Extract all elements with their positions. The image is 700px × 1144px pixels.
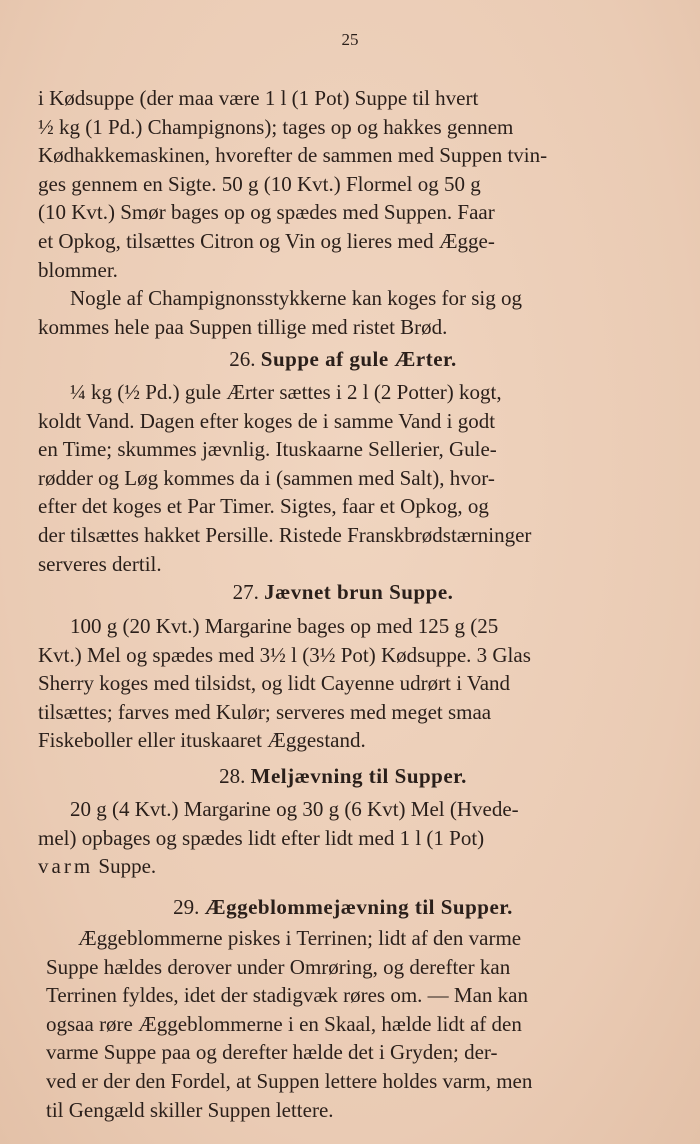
recipe-title: Meljævning til Supper. bbox=[250, 764, 467, 788]
intro-paragraph-2 bbox=[38, 284, 648, 341]
text-line: Æggeblommerne piskes i Terrinen; lidt af den varme bbox=[78, 926, 522, 950]
text-line: ¼ kg (½ Pd.) gule Ærter sættes i 2 l (2 Potter) kogt, bbox=[70, 380, 502, 404]
recipe-number: 29. bbox=[173, 895, 200, 919]
text-line: koldt Vand. Dagen efter koges de i samme Vand i godt bbox=[38, 408, 496, 433]
recipe-title: Æggeblommejævning til Supper. bbox=[204, 895, 513, 919]
recipe-number: 26. bbox=[229, 347, 256, 371]
recipe-title: Suppe af gule Ærter. bbox=[260, 347, 457, 371]
text-line: ved er der den Fordel, at Suppen lettere holdes varm, men bbox=[46, 1068, 533, 1093]
text-line: kommes hele paa Suppen tillige med ristet Brød. bbox=[38, 314, 448, 339]
text-line: ogsaa røre Æggeblommerne i en Skaal, hælde lidt af den bbox=[46, 1011, 522, 1036]
page-number: 25 bbox=[341, 30, 359, 49]
intro-text bbox=[38, 84, 648, 341]
recipe-heading-27 bbox=[38, 578, 648, 606]
spaced-word: varm bbox=[38, 854, 94, 879]
recipe-body-28 bbox=[38, 795, 648, 881]
recipe-heading-29 bbox=[38, 893, 648, 921]
text-line: ½ kg (1 Pd.) Champignons); tages op og hakkes gennem bbox=[38, 114, 514, 139]
text-line: Kødhakkemaskinen, hvorefter de sammen med Suppen tvin- bbox=[38, 143, 548, 168]
text-line: i Kødsuppe (der maa være 1 l (1 Pot) Suppe til hvert bbox=[38, 86, 479, 110]
recipe-number: 27. bbox=[232, 580, 259, 604]
text-line: Sherry koges med tilsidst, og lidt Cayenne udrørt i Vand bbox=[38, 671, 511, 696]
recipe-heading-28 bbox=[38, 762, 648, 790]
text-line: tilsættes; farves med Kulør; serveres med meget smaa bbox=[38, 699, 492, 724]
text-line: varme Suppe paa og derefter hælde det i Gryden; der- bbox=[46, 1040, 498, 1065]
text-line: Nogle af Champignonsstykkerne kan koges for sig og bbox=[70, 286, 523, 311]
text-line: Fiskeboller eller ituskaaret Æggestand. bbox=[38, 728, 366, 753]
text-line: (10 Kvt.) Smør bages op og spædes med Suppen. Faar bbox=[38, 200, 495, 225]
recipe-body-26 bbox=[38, 378, 648, 578]
text-line: Terrinen fyldes, idet der stadigvæk røres om. — Man kan bbox=[46, 983, 528, 1008]
text-line: 100 g (20 Kvt.) Margarine bages op med 125 g (25 bbox=[70, 614, 499, 638]
text-line: blommer. bbox=[38, 257, 118, 282]
text-line: Kvt.) Mel og spædes med 3½ l (3½ Pot) Kødsuppe. 3 Glas bbox=[38, 642, 531, 667]
text-line: ges gennem en Sigte. 50 g (10 Kvt.) Flormel og 50 g bbox=[38, 171, 481, 196]
text-line: 20 g (4 Kvt.) Margarine og 30 g (6 Kvt) Mel (Hvede- bbox=[70, 797, 519, 821]
text-line: til Gengæld skiller Suppen lettere. bbox=[46, 1097, 334, 1122]
text-line: en Time; skummes jævnlig. Ituskaarne Sellerier, Gule- bbox=[38, 437, 497, 462]
text-line: serveres dertil. bbox=[38, 551, 162, 576]
text-line: Suppe hældes derover under Omrøring, og derefter kan bbox=[46, 954, 511, 979]
recipe-heading-26 bbox=[38, 345, 648, 373]
text-line bbox=[38, 852, 648, 881]
recipe-title: Jævnet brun Suppe. bbox=[264, 580, 454, 604]
text-fragment: Suppe. bbox=[93, 854, 157, 879]
text-line: rødder og Løg kommes da i (sammen med Salt), hvor- bbox=[38, 465, 495, 490]
text-line: efter det koges et Par Timer. Sigtes, faar et Opkog, og bbox=[38, 494, 489, 519]
text-line: der tilsættes hakket Persille. Ristede Franskbrødstærninger bbox=[38, 522, 532, 547]
text-line: et Opkog, tilsættes Citron og Vin og lieres med Ægge- bbox=[38, 228, 495, 253]
recipe-number: 28. bbox=[219, 764, 246, 788]
intro-paragraph bbox=[38, 84, 648, 284]
text-line: mel) opbages og spædes lidt efter lidt med 1 l (1 Pot) bbox=[38, 825, 485, 850]
recipe-body-27 bbox=[38, 612, 648, 755]
recipe-body-29 bbox=[46, 924, 654, 1124]
